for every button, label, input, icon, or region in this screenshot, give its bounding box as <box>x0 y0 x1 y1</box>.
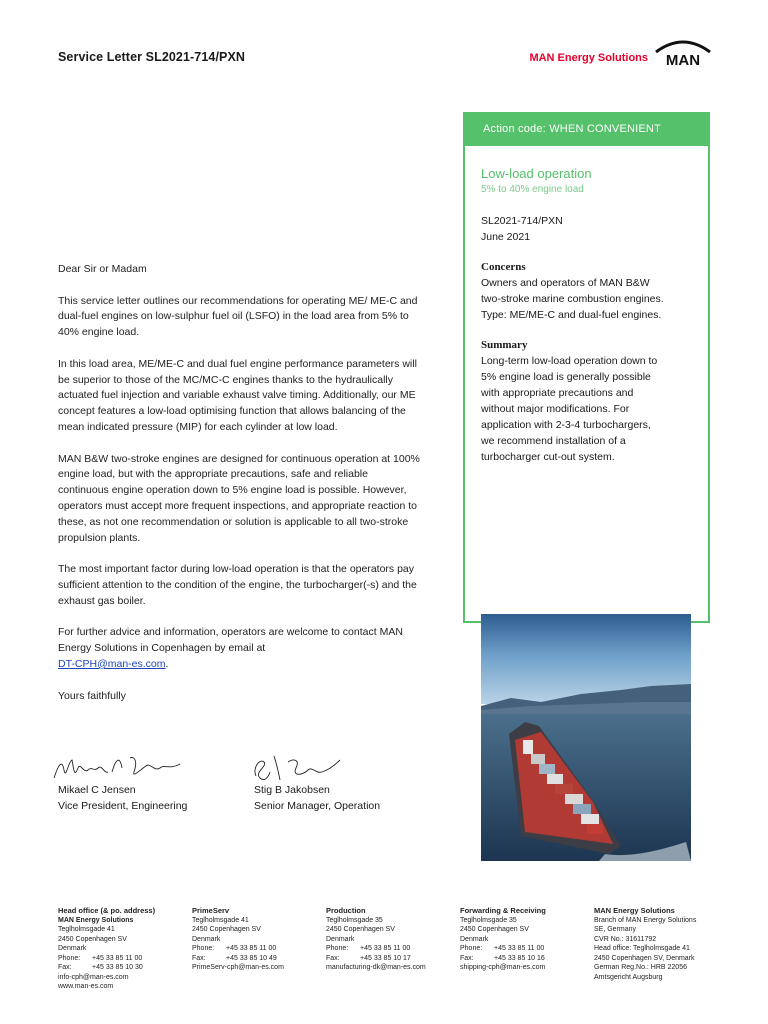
container-ship-photo <box>481 614 691 861</box>
summary-line: application with 2-3-4 turbochargers, <box>481 419 651 431</box>
footer-legal-line: Head office: Teglholmsgade 41 <box>594 945 690 952</box>
footer-phone <box>58 954 188 964</box>
footer-street: Teglholmsgade 35 <box>460 916 517 924</box>
footer-fax <box>58 963 188 973</box>
footer-fax-number: +45 33 85 10 17 <box>360 954 411 962</box>
action-code-value: WHEN CONVENIENT <box>549 123 661 135</box>
footer-email[interactable]: manufacturing-dk@man-es.com <box>326 964 426 971</box>
footer-email[interactable]: PrimeServ-cph@man-es.com <box>192 964 284 971</box>
paragraph-important-factor: The most important factor during low-load operation is that the operators pay sufficient attention to the condition of the engine, the turbocharger(-s) and the exhaust gas boiler. <box>58 563 417 607</box>
footer-production <box>326 906 456 973</box>
footer-phone-number: +45 33 85 11 00 <box>494 945 545 952</box>
footer-city: 2450 Copenhagen SV <box>192 926 261 933</box>
man-logo-text: MAN <box>665 52 701 68</box>
action-code-label: Action code: <box>483 123 546 135</box>
footer-phone <box>460 944 590 954</box>
footer-head-office-heading: Head office (& po. address) <box>58 906 156 915</box>
signatory-1-title: Vice President, Engineering <box>58 800 188 812</box>
footer-forwarding-heading: Forwarding & Receiving <box>460 906 546 915</box>
footer-forwarding <box>460 906 590 973</box>
summary-line: without major modifications. For <box>481 403 630 415</box>
signatory-2-title: Senior Manager, Operation <box>254 800 381 812</box>
footer-fax <box>460 954 590 964</box>
reference-block <box>481 213 705 245</box>
footer-phone-label: Phone: <box>460 945 483 952</box>
footer-primeserv-heading: PrimeServ <box>192 906 230 915</box>
footer-email[interactable]: info-cph@man-es.com <box>58 973 129 981</box>
concerns-line: two-stroke marine combustion engines. <box>481 293 664 305</box>
footer-fax-label: Fax: <box>58 964 72 971</box>
signatures <box>58 748 438 820</box>
closing: Yours faithfully <box>58 689 126 702</box>
contact-text-tail: . <box>165 657 169 670</box>
signatory-1-name: Mikael C Jensen <box>58 784 136 796</box>
footer-phone-number: +45 33 85 11 00 <box>226 945 277 952</box>
footer-country: Denmark <box>326 935 355 943</box>
footer-email[interactable]: shipping-cph@man-es.com <box>460 964 546 971</box>
signatory-1-text <box>58 782 187 814</box>
footer-street: Teglholmsgade 41 <box>192 916 249 924</box>
footer-legal-line: SE, Germany <box>594 926 637 933</box>
footer-phone-label: Phone: <box>192 945 215 952</box>
footer-city: 2450 Copenhagen SV <box>58 935 127 943</box>
footer-city: 2450 Copenhagen SV <box>326 926 395 933</box>
footer-phone <box>326 944 456 954</box>
summary-text <box>481 353 705 465</box>
footer-phone <box>192 944 322 954</box>
footer-legal-line: Branch of MAN Energy Solutions <box>594 916 697 924</box>
summary-heading: Summary <box>481 339 528 351</box>
email-link[interactable]: DT-CPH@man-es.com <box>58 657 166 670</box>
footer-phone-label: Phone: <box>326 945 349 952</box>
topic-title: Low-load operation <box>481 166 592 181</box>
footer-fax <box>326 954 456 964</box>
man-logo <box>654 38 712 68</box>
footer-country: Denmark <box>58 945 87 952</box>
footer-country: Denmark <box>460 935 489 943</box>
brand-name: MAN Energy Solutions <box>529 52 648 64</box>
summary-line: Long-term low-load operation down to <box>481 355 658 367</box>
topic-subtitle: 5% to 40% engine load <box>481 184 584 195</box>
footer-legal-line: Amtsgericht Augsburg <box>594 973 663 981</box>
footer-city: 2450 Copenhagen SV <box>460 926 529 933</box>
paragraph-design: MAN B&W two-stroke engines are designed for continuous operation at 100% engine load, but with the appropriate precautions, safe and reliable continuous engine operation down to 5% engine load is possible. However, operators must accept more frequent inspections, and appropriate reaction to these, as not one recommendation or solution is applicable to all two-stroke propulsion plants. <box>58 452 420 544</box>
footer-production-heading: Production <box>326 906 366 915</box>
footer-country: Denmark <box>192 935 221 943</box>
footer-fax <box>192 954 322 964</box>
salutation: Dear Sir or Madam <box>58 263 147 275</box>
footer-legal-line: CVR No.: 31611792 <box>594 935 657 943</box>
action-code-bar <box>463 112 710 146</box>
concerns-heading: Concerns <box>481 261 526 273</box>
footer-website[interactable]: www.man-es.com <box>58 983 114 990</box>
footer-fax-number: +45 33 85 10 16 <box>494 954 545 962</box>
footer-phone-number: +45 33 85 11 00 <box>92 954 143 962</box>
footer-company: MAN Energy Solutions <box>58 916 134 924</box>
footer-fax-label: Fax: <box>192 954 206 962</box>
letter-body <box>58 262 420 720</box>
concerns-line: Type: ME/ME-C and dual-fuel engines. <box>481 309 662 321</box>
paragraph-performance: In this load area, ME/ME-C and dual fuel engine performance parameters will be superior to those of the MC/MC-C engines thanks to the hydraulically actuated fuel injection and variable exhaust valve timing. Additionally, our ME concept features a low-load optimising function that allows balancing of the mean indicated pressure (MIP) for each cylinder at low load. <box>58 357 417 433</box>
summary-content <box>481 166 705 465</box>
summary-line: we recommend installation of a <box>481 435 626 447</box>
footer-street: Teglholmsgade 41 <box>58 926 115 933</box>
footer-legal-heading: MAN Energy Solutions <box>594 906 675 915</box>
footer-legal <box>594 906 724 982</box>
summary-line: with appropriate precautions and <box>481 387 634 399</box>
paragraph-intro: This service letter outlines our recommendations for operating ME/ ME-C and dual-fuel engines on low-sulphur fuel oil (LSFO) in the load area from 5% to 40% engine load. <box>58 294 418 339</box>
footer-fax-number: +45 33 85 10 30 <box>92 964 143 971</box>
footer-fax-label: Fax: <box>460 954 474 962</box>
paragraph-contact <box>58 625 420 672</box>
footer-street: Teglholmsgade 35 <box>326 916 383 924</box>
signatory-2-name: Stig B Jakobsen <box>254 784 330 796</box>
footer-primeserv <box>192 906 322 973</box>
footer-legal-line: 2450 Copenhagen SV, Denmark <box>594 954 695 962</box>
service-letter-title: Service Letter SL2021-714/PXN <box>58 50 246 64</box>
footer-phone-number: +45 33 85 11 00 <box>360 945 411 952</box>
signatory-2-text <box>254 782 380 814</box>
footer-legal-line: German Reg.No.: HRB 22056 <box>594 964 687 971</box>
footer-fax-number: +45 33 85 10 49 <box>226 954 277 962</box>
reference-number: SL2021-714/PXN <box>481 215 563 227</box>
footer-phone-label: Phone: <box>58 954 81 962</box>
letter-date: June 2021 <box>481 231 531 243</box>
summary-line: turbocharger cut-out system. <box>481 451 615 463</box>
concerns-line: Owners and operators of MAN B&W <box>481 277 650 289</box>
contact-text: For further advice and information, operators are welcome to contact MAN Energy Solutions in Copenhagen by email at <box>58 626 403 655</box>
summary-line: 5% engine load is generally possible <box>481 371 651 383</box>
footer-head-office <box>58 906 188 992</box>
footer-fax-label: Fax: <box>326 954 340 962</box>
concerns-text <box>481 275 705 323</box>
